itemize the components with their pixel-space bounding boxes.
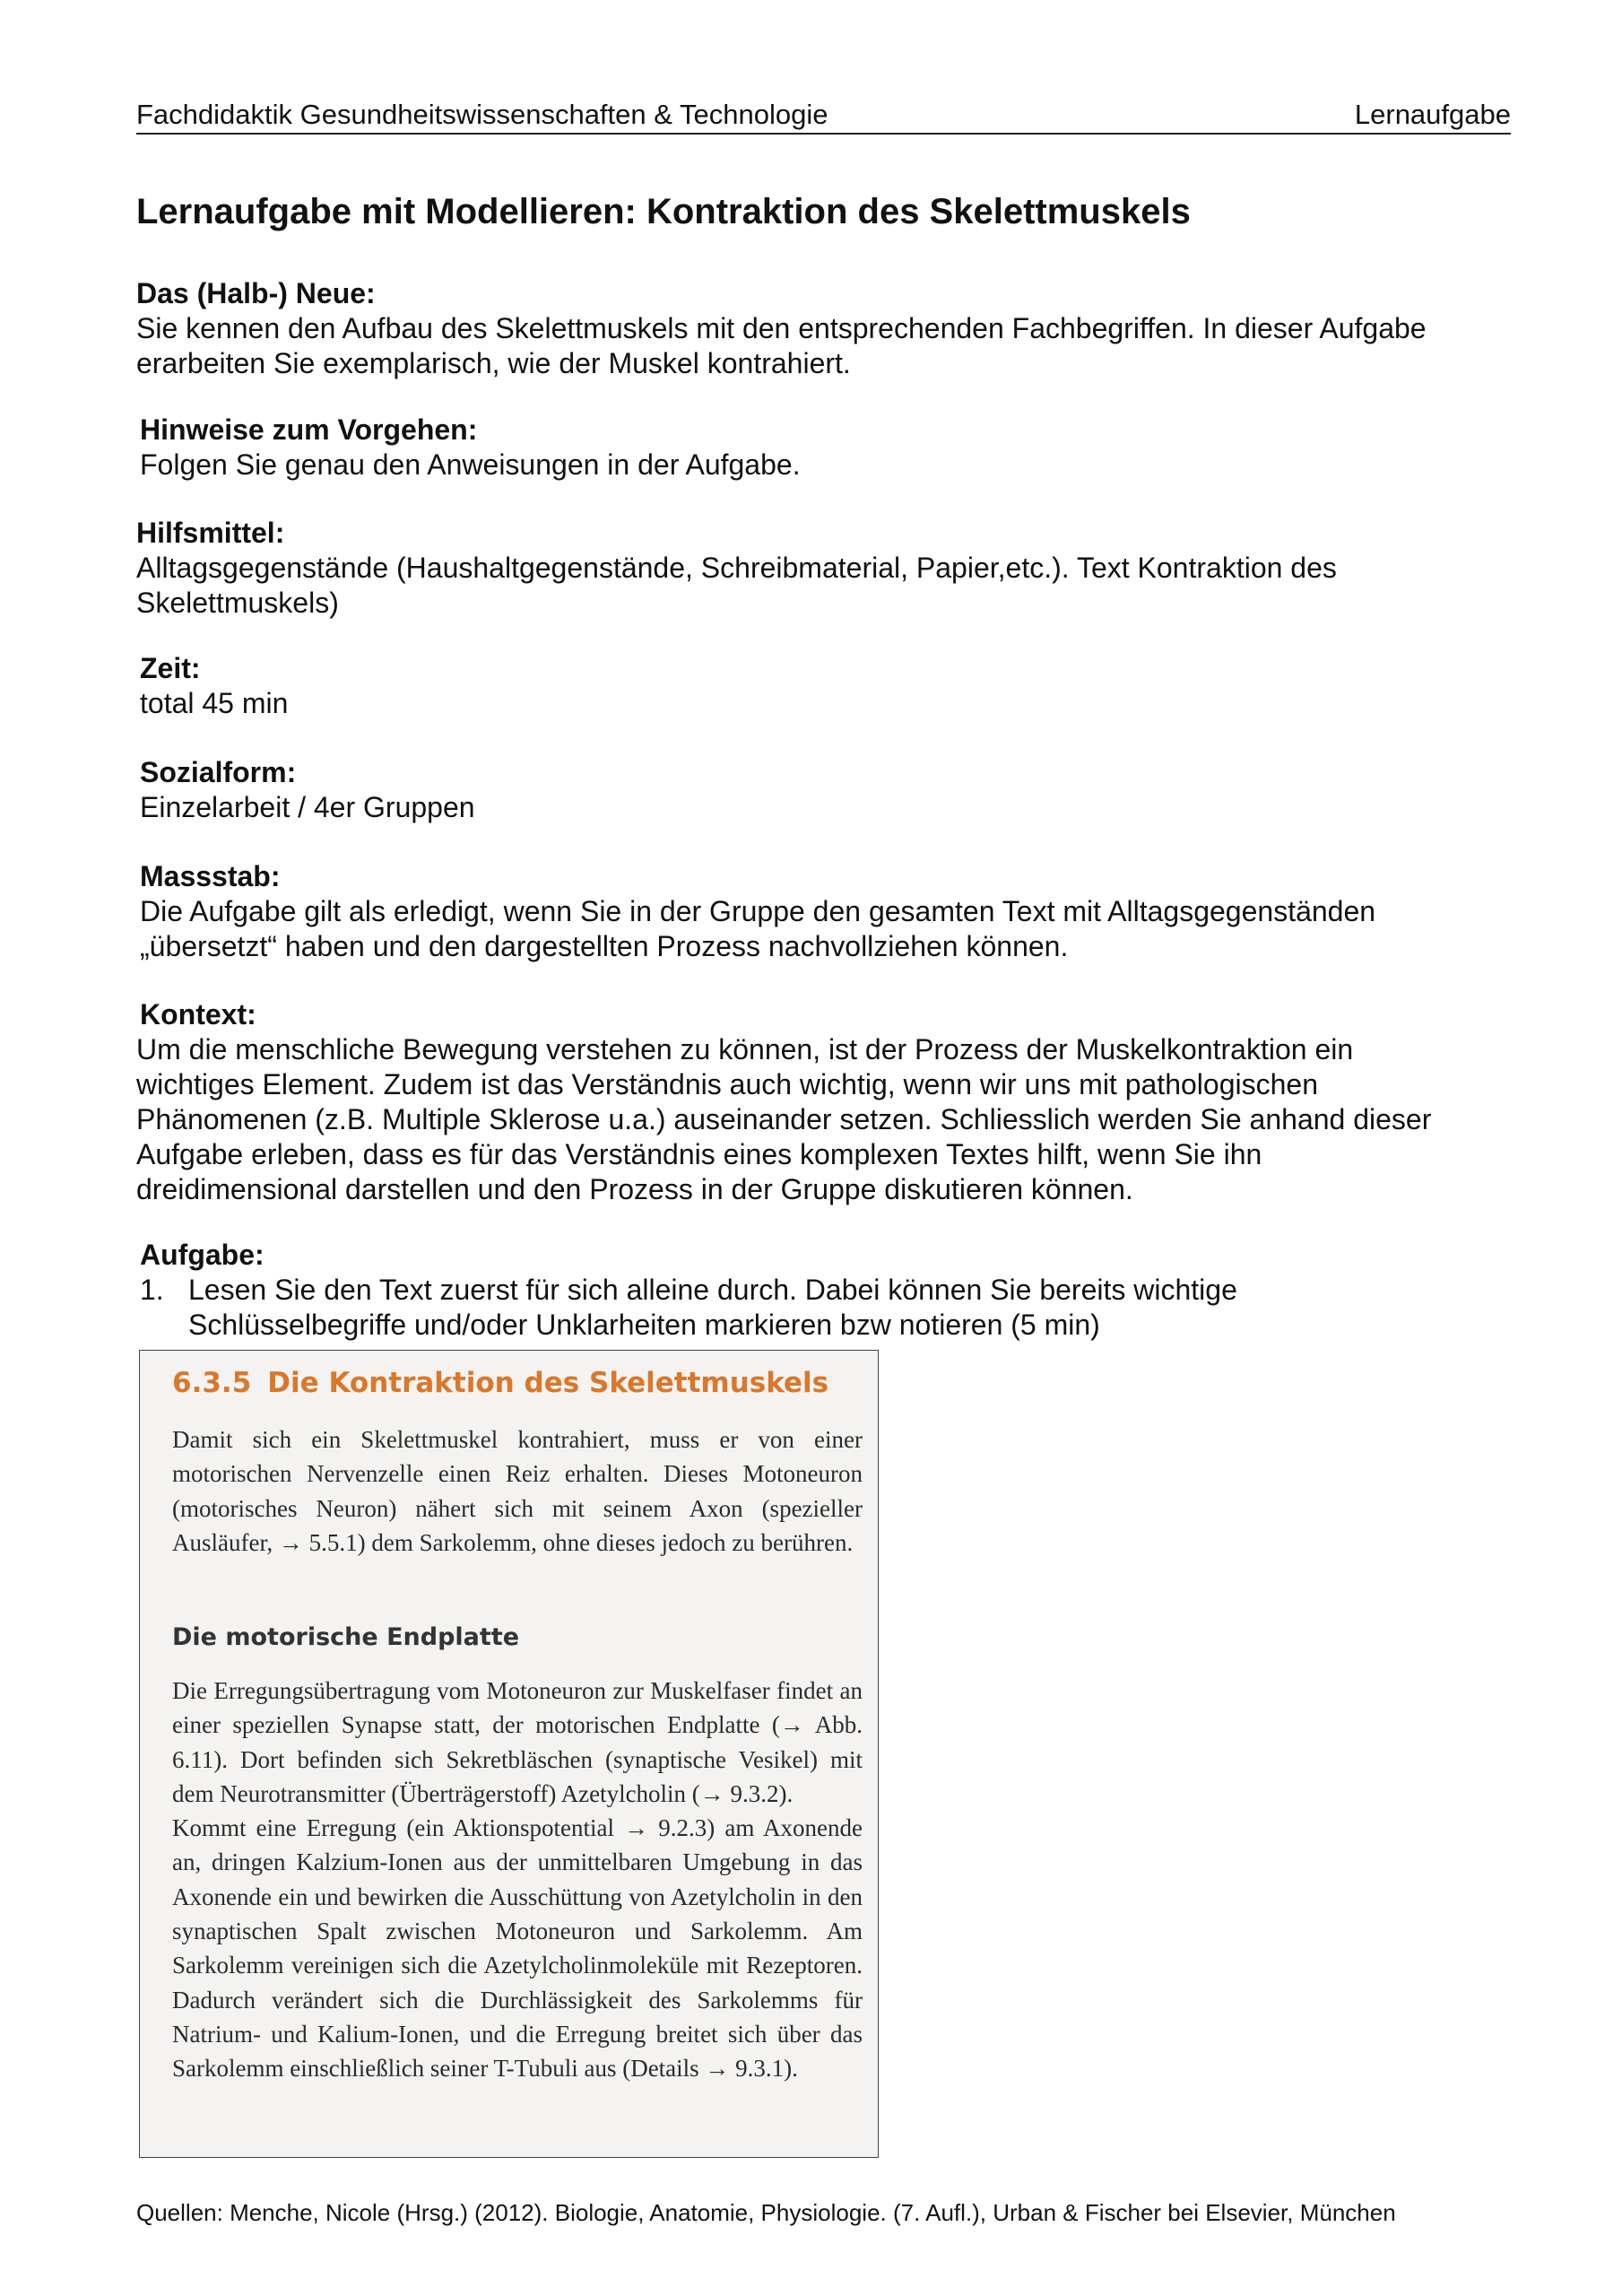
excerpt-number: 6.3.5 [172, 1367, 252, 1399]
section-time [140, 651, 288, 721]
section-line: erarbeiten Sie exemplarisch, wie der Muskel kontrahiert. [136, 347, 851, 379]
header-doc-type: Lernaufgabe [1354, 99, 1511, 130]
section-social-form [140, 755, 475, 825]
header-course: Fachdidaktik Gesundheitswissenschaften & Technologie [136, 99, 828, 130]
excerpt-paragraph: Kommt eine Erregung (ein Aktionspotential → 9.2.3) am Axonende an, dringen Kalzium-Ionen aus der unmittelbaren Umgebung in das Axonende ein und bewirken die Ausschüttung von Azetylcholin in den synaptischen Spalt zwischen Motoneuron und Sarkolemm. Am Sarkolemm vereinigen sich die Azetylcholinmoleküle mit Rezeptoren. Dadurch verändert sich die Durchlässigkeit des Sarkolemms für Natrium- und Kalium-Ionen, und die Erregung breitet sich über das Sarkolemm einschließlich seiner T-Tubuli aus (Details → 9.3.1). [172, 1814, 863, 2083]
sources-footer: Quellen: Menche, Nicole (Hrsg.) (2012). Biologie, Anatomie, Physiologie. (7. Aufl.), Urban & Fischer bei Elsevier, München [136, 2199, 1396, 2226]
excerpt-paragraph: Damit sich ein Skelettmuskel kontrahiert, muss er von einer motorischen Nervenzelle einen Reiz erhalten. Dieses Motoneuron (motorisches Neuron) nähert sich mit seinem Axon (spezieller Ausläufer, → 5.5.1) dem Sarkolemm, ohne dieses jedoch zu berühren. [172, 1426, 863, 1556]
page-header [136, 97, 1511, 135]
task-item-line: Schlüsselbegriffe und/oder Unklarheiten markieren bzw notieren (5 min) [188, 1309, 1100, 1341]
section-criteria [140, 859, 1375, 964]
section-line: Alltagsgegenstände (Haushaltgegenstände, Schreibmaterial, Papier,etc.). Text Kontraktion des [136, 552, 1337, 584]
section-heading: Hilfsmittel: [136, 517, 285, 549]
task-item-line: Lesen Sie den Text zuerst für sich alleine durch. Dabei können Sie bereits wichtige [188, 1274, 1237, 1306]
section-line: Aufgabe erleben, dass es für das Verständnis eines komplexen Textes hilft, wenn Sie ihn [136, 1138, 1262, 1170]
section-line: Um die menschliche Bewegung verstehen zu können, ist der Prozess der Muskelkontraktion ein [136, 1033, 1354, 1065]
task-item [136, 1273, 1517, 1343]
textbook-excerpt [139, 1350, 879, 2158]
section-heading: Hinweise zum Vorgehen: [140, 413, 478, 446]
excerpt-paragraph: Die Erregungsübertragung vom Motoneuron zur Muskelfaser findet an einer speziellen Synapse statt, der motorischen Endplatte (→ Abb. 6.11). Dort befinden sich Sekretbläschen (synaptische Vesikel) mit dem Neurotransmitter (Überträgerstoff) Azetylcholin (→ 9.3.2). [172, 1677, 863, 1807]
section-tools [136, 516, 1337, 621]
section-line: wichtiges Element. Zudem ist das Verständnis auch wichtig, wenn wir uns mit pathologischen [136, 1068, 1318, 1100]
section-heading: Kontext: [140, 998, 256, 1031]
section-line: Folgen Sie genau den Anweisungen in der Aufgabe. [140, 448, 801, 481]
section-heading: Sozialform: [140, 756, 297, 788]
page-title: Lernaufgabe mit Modellieren: Kontraktion des Skelettmuskels [136, 192, 1191, 231]
section-line: total 45 min [140, 687, 289, 719]
excerpt-body-2 [172, 1674, 863, 2086]
section-hints [140, 413, 801, 483]
task-heading: Aufgabe: [140, 1239, 265, 1271]
section-line: Einzelarbeit / 4er Gruppen [140, 791, 475, 823]
section-context [136, 997, 1431, 1207]
section-heading: Das (Halb-) Neue: [136, 277, 376, 309]
section-line: dreidimensional darstellen und den Prozess in der Gruppe diskutieren können. [136, 1173, 1133, 1205]
section-line: „übersetzt“ haben und den dargestellten Prozess nachvollziehen können. [140, 930, 1069, 962]
task-section [136, 1238, 1517, 1343]
excerpt-subheading: Die motorische Endplatte [172, 1623, 520, 1651]
excerpt-heading [172, 1367, 828, 1399]
section-line: Phänomenen (z.B. Multiple Sklerose u.a.) auseinander setzen. Schliesslich werden Sie anhand dieser [136, 1103, 1432, 1135]
excerpt-body-1 [172, 1422, 863, 1560]
section-line: Die Aufgabe gilt als erledigt, wenn Sie in der Gruppe den gesamten Text mit Alltagsgegenständen [140, 895, 1376, 927]
section-new [136, 276, 1427, 381]
section-heading: Massstab: [140, 860, 281, 892]
section-line: Sie kennen den Aufbau des Skelettmuskels mit den entsprechenden Fachbegriffen. In dieser Aufgabe [136, 312, 1427, 344]
excerpt-title: Die Kontraktion des Skelettmuskels [267, 1367, 829, 1399]
task-item-number: 1. [140, 1274, 164, 1306]
section-heading: Zeit: [140, 652, 201, 684]
section-line: Skelettmuskels) [136, 587, 339, 619]
